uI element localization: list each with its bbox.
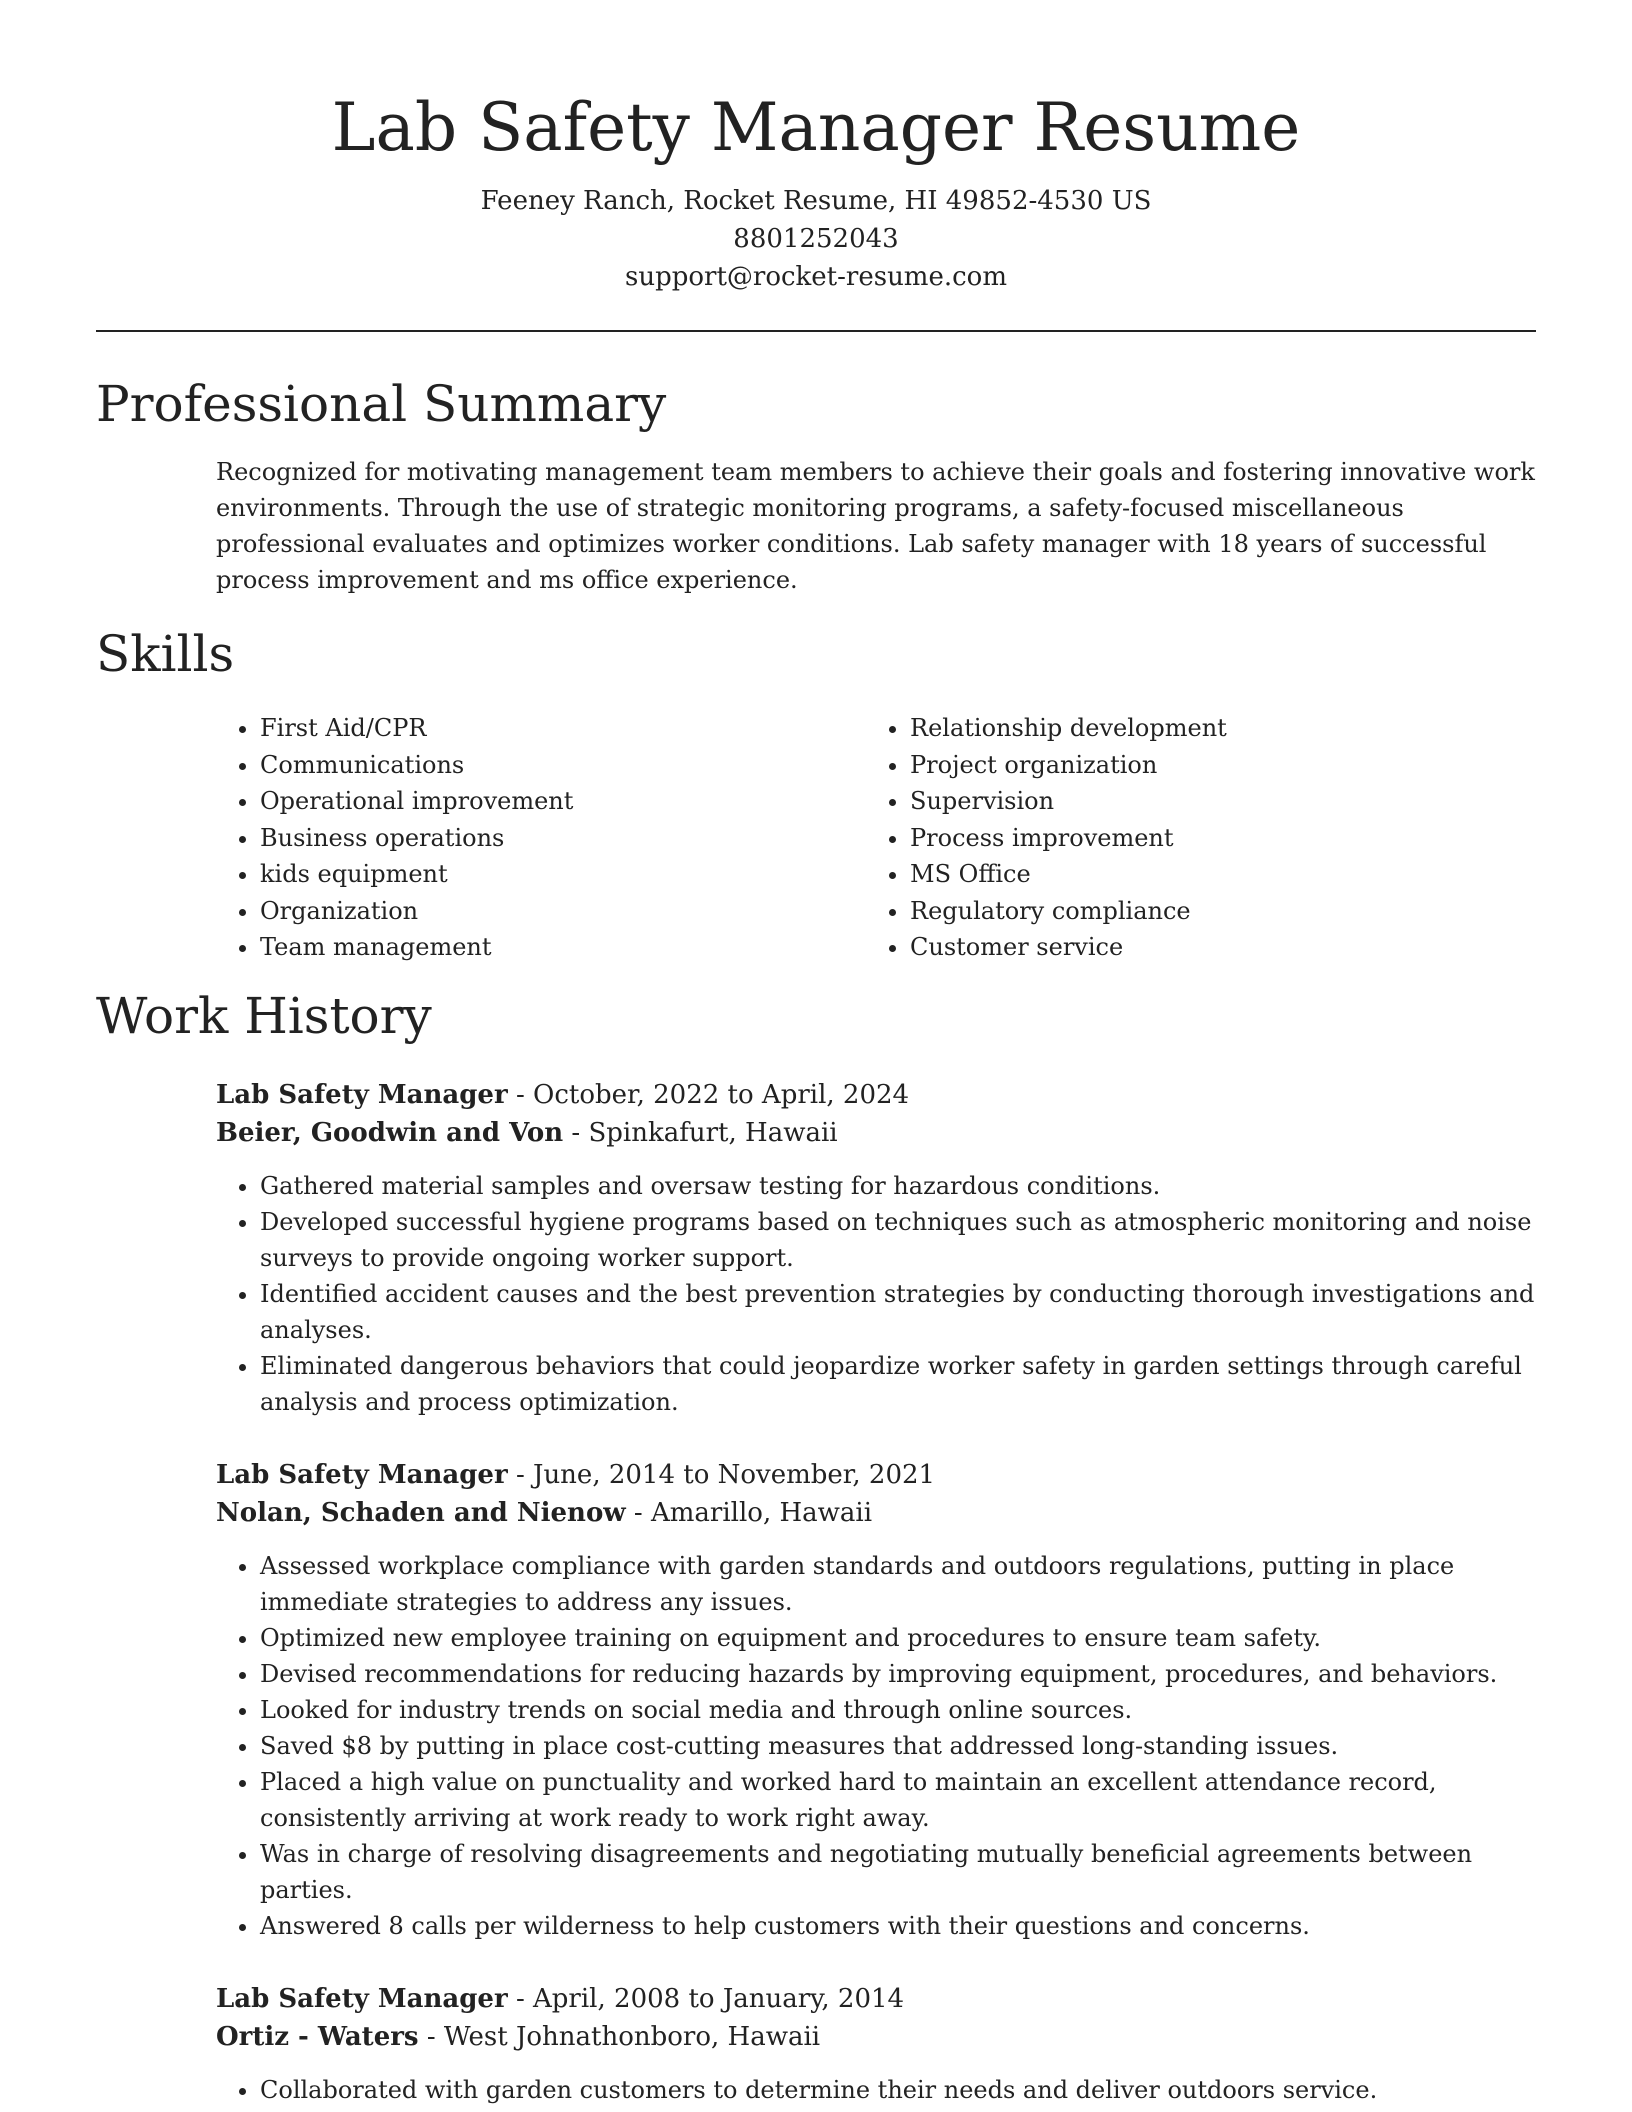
skills-grid xyxy=(216,710,1536,966)
job-location: Amarillo, Hawaii xyxy=(651,1497,873,1528)
job-company: Nolan, Schaden and Nienow xyxy=(216,1497,626,1528)
skill-item: • Supervision xyxy=(910,783,1516,820)
job-entry xyxy=(216,1980,1536,2108)
contact-email: support@rocket-resume.com xyxy=(624,262,1007,292)
job-bullet: • Collaborated with garden customers to determine their needs and deliver outdoors service. xyxy=(260,2072,1536,2108)
skills-column-left xyxy=(216,710,866,966)
skill-item: • Organization xyxy=(260,893,866,930)
summary-heading: Professional Summary xyxy=(96,375,667,433)
job-entry xyxy=(216,1456,1536,1944)
job-title: Lab Safety Manager xyxy=(216,1459,508,1490)
job-company-line xyxy=(216,1114,1536,1152)
skill-item: • Relationship development xyxy=(910,710,1516,747)
contact-phone: 8801252043 xyxy=(733,224,899,254)
skills-column-right xyxy=(866,710,1516,966)
job-bullet: • Saved $8 by putting in place cost-cutting measures that addressed long-standing issues. xyxy=(260,1728,1536,1764)
skills-section xyxy=(96,624,1536,966)
job-bullet: • Gathered material samples and oversaw testing for hazardous conditions. xyxy=(260,1168,1536,1204)
skill-item: • Customer service xyxy=(910,929,1516,966)
job-separator: - xyxy=(507,1983,534,2014)
skill-item: • Business operations xyxy=(260,820,866,857)
job-bullets xyxy=(216,1548,1536,1944)
job-dates: June, 2014 to November, 2021 xyxy=(533,1459,936,1490)
job-separator: - xyxy=(418,2021,444,2052)
job-location: Spinkafurt, Hawaii xyxy=(588,1117,838,1148)
skill-item: • Process improvement xyxy=(910,820,1516,857)
skill-item: • Regulatory compliance xyxy=(910,893,1516,930)
job-title-line xyxy=(216,1076,1536,1114)
job-separator: - xyxy=(507,1079,534,1110)
job-bullet: • Looked for industry trends on social media and through online sources. xyxy=(260,1692,1536,1728)
job-title: Lab Safety Manager xyxy=(216,1983,508,2014)
job-separator: - xyxy=(507,1459,534,1490)
work-history-heading: Work History xyxy=(96,986,432,1045)
job-bullets xyxy=(216,1168,1536,1420)
job-bullet: • Was in charge of resolving disagreements and negotiating mutually beneficial agreements between parties. xyxy=(260,1836,1536,1908)
resume-header xyxy=(96,0,1536,296)
skill-item: • kids equipment xyxy=(260,856,866,893)
job-title-line xyxy=(216,1980,1536,2018)
job-separator: - xyxy=(625,1497,651,1528)
job-company-line xyxy=(216,1494,1536,1532)
skills-heading: Skills xyxy=(96,625,235,683)
job-bullet: • Optimized new employee training on equipment and procedures to ensure team safety. xyxy=(260,1620,1536,1656)
job-bullet: • Eliminated dangerous behaviors that could jeopardize worker safety in garden settings through careful analysis and process optimization. xyxy=(260,1348,1536,1420)
job-company-line xyxy=(216,2018,1536,2056)
job-bullet: • Developed successful hygiene programs based on techniques such as atmospheric monitoring and noise surveys to provide ongoing worker support. xyxy=(260,1204,1536,1276)
job-company: Beier, Goodwin and Von xyxy=(216,1117,564,1148)
skill-item: • Project organization xyxy=(910,747,1516,784)
job-bullets xyxy=(216,2072,1536,2108)
contact-address: Feeney Ranch, Rocket Resume, HI 49852-4530 US xyxy=(480,186,1152,216)
summary-text: Recognized for motivating management team members to achieve their goals and fostering innovative work environments. Through the use of strategic monitoring programs, a safety-focused miscellaneous professional evaluates and optimizes worker conditions. Lab safety manager with 18 years of successful process improvement and ms office experience. xyxy=(216,458,1535,594)
resume-title: Lab Safety Manager Resume xyxy=(331,89,1301,166)
summary-section xyxy=(96,374,1536,598)
job-separator: - xyxy=(563,1117,589,1148)
job-bullet: • Answered 8 calls per wilderness to help customers with their questions and concerns. xyxy=(260,1908,1536,1944)
job-bullet: • Placed a high value on punctuality and worked hard to maintain an excellent attendance record, consistently arriving at work ready to work right away. xyxy=(260,1764,1536,1836)
skill-item: • First Aid/CPR xyxy=(260,710,866,747)
job-company: Ortiz - Waters xyxy=(216,2021,419,2052)
job-dates: April, 2008 to January, 2014 xyxy=(533,1983,905,2014)
job-entry xyxy=(216,1076,1536,1420)
job-bullet: • Devised recommendations for reducing hazards by improving equipment, procedures, and behaviors. xyxy=(260,1656,1536,1692)
skill-item: • MS Office xyxy=(910,856,1516,893)
resume-page xyxy=(96,0,1536,2108)
skill-item: • Team management xyxy=(260,929,866,966)
job-title-line xyxy=(216,1456,1536,1494)
job-bullet: • Assessed workplace compliance with garden standards and outdoors regulations, putting in place immediate strategies to address any issues. xyxy=(260,1548,1536,1620)
skill-item: • Communications xyxy=(260,747,866,784)
skill-item: • Operational improvement xyxy=(260,783,866,820)
job-dates: October, 2022 to April, 2024 xyxy=(533,1079,910,1110)
job-bullet: • Identified accident causes and the best prevention strategies by conducting thorough investigations and analyses. xyxy=(260,1276,1536,1348)
work-history-section xyxy=(96,986,1536,2108)
contact-block xyxy=(96,182,1536,296)
job-title: Lab Safety Manager xyxy=(216,1079,508,1110)
header-divider xyxy=(96,330,1536,332)
job-location: West Johnathonboro, Hawaii xyxy=(443,2021,821,2052)
